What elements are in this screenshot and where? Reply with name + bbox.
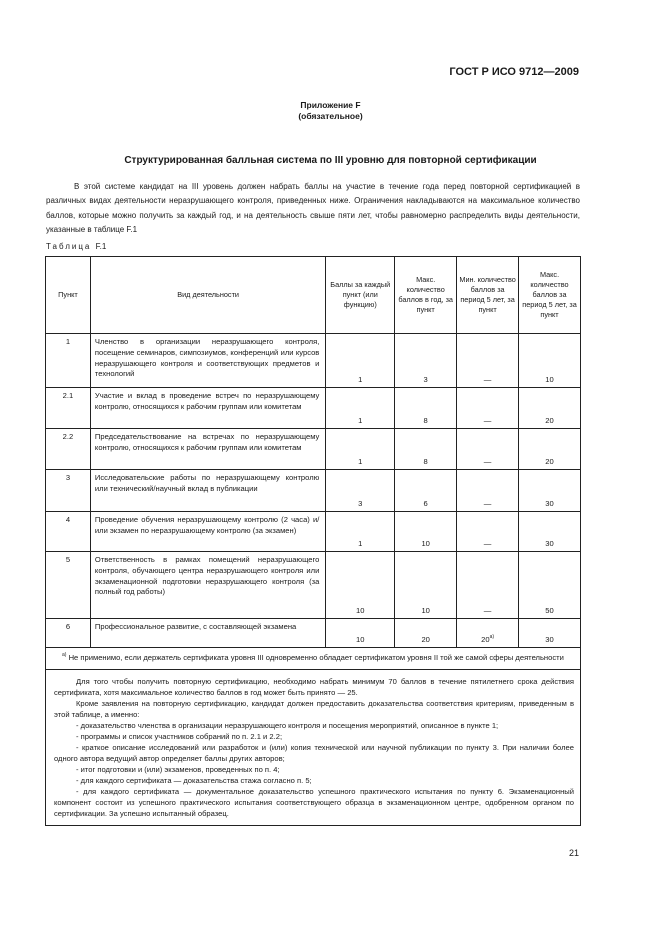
header-min-5-years: Мин. количество баллов за период 5 лет, за пункт (457, 257, 519, 334)
row-min-5-value: 20 (481, 635, 490, 645)
row-min-5: — (457, 334, 519, 388)
row-max-5: 20 (519, 429, 581, 470)
table-caption (46, 242, 106, 251)
row-activity: Членство в организации неразрушающего контроля, посещение семинаров, симпозиумов, конференций или курсов неразрушающего контроля и соответствующих предметов и технологий (90, 334, 325, 388)
row-min-5 (457, 619, 519, 648)
row-points: 3 (326, 470, 395, 512)
row-item: 6 (46, 619, 91, 648)
row-max-year: 10 (395, 552, 457, 619)
table-caption-number: F.1 (95, 242, 107, 251)
row-max-5: 30 (519, 470, 581, 512)
row-item: 1 (46, 334, 91, 388)
note-paragraph: - краткое описание исследований или разработок и (или) копия технической или научной публикации по пункту 3. При наличии более одного автора ведущий автор определяет баллы других авторов; (54, 743, 574, 763)
note-paragraph: - для каждого сертификата — документальное доказательство успешного практического испытания по пункту 6. Экзаменационный компонент состоит из успешного практического испытания соответствующего образца в экзаменационном центре, одобренном органом по сертификации. За успешно испытанный образец. (54, 787, 574, 818)
row-max-5: 10 (519, 334, 581, 388)
header-max-per-year: Макс. количество баллов в год, за пункт (395, 257, 457, 334)
annex-status: (обязательное) (298, 111, 363, 121)
footnote-marker: a) (62, 652, 67, 658)
intro-paragraph (46, 180, 580, 237)
row-points: 10 (326, 619, 395, 648)
row-max-year: 8 (395, 388, 457, 429)
row-max-year: 3 (395, 334, 457, 388)
row-activity: Председательствование на встречах по неразрушающему контролю, относящихся к рабочим группам или комитетам (90, 429, 325, 470)
table-notes (46, 670, 581, 826)
row-activity: Проведение обучения неразрушающему контролю (2 часа) и/или экзамен по неразрушающему контролю (за экзамен) (90, 512, 325, 552)
note-paragraph: Для того чтобы получить повторную сертификацию, необходимо набрать минимум 70 баллов в течение пятилетнего срока действия сертификата, хотя максимальное количество баллов в год может быть принято — 25. (54, 677, 574, 697)
header-item: Пункт (46, 257, 91, 334)
row-min-5: — (457, 470, 519, 512)
row-points: 10 (326, 552, 395, 619)
header-activity: Вид деятельности (90, 257, 325, 334)
table-header-row (46, 257, 581, 334)
note-paragraph: Кроме заявления на повторную сертификацию, кандидат должен предоставить доказательства соответствия критериям, приведенным в этой таблице, а именно: (54, 699, 574, 719)
footnote-ref: a) (489, 634, 495, 641)
row-activity: Участие и вклад в проведение встреч по неразрушающему контролю, относящихся к рабочим группам или комитетам (90, 388, 325, 429)
table-caption-label: Таблица (46, 242, 92, 251)
table-row (46, 552, 581, 619)
row-min-5: — (457, 512, 519, 552)
row-item: 4 (46, 512, 91, 552)
table-row (46, 470, 581, 512)
annex-title: Приложение F (300, 100, 361, 110)
footnote-row (46, 648, 581, 670)
note-paragraph: - доказательство членства в организации неразрушающего контроля и посещения мероприятий, описанное в пункте 1; (76, 721, 499, 730)
page-number: 21 (568, 848, 579, 858)
intro-text: В этой системе кандидат на III уровень должен набрать баллы на участие в течение года перед повторной сертификацией в различных видах деятельности неразрушающего контроля, приведенных ниже. Ограничения накладываются на максимальное количество баллов, которые можно получить за каждый год, и на деятельность свыше пяти лет, чтобы равномерно распределить виды деятельности, указанные в таблице F.1 (46, 182, 580, 234)
header-max-5-years: Макс. количество баллов за период 5 лет, за пункт (519, 257, 581, 334)
row-max-5: 20 (519, 388, 581, 429)
row-points: 1 (326, 388, 395, 429)
note-paragraph: - программы и список участников собраний по п. 2.1 и 2.2; (76, 732, 283, 741)
row-max-year: 10 (395, 512, 457, 552)
table-row (46, 388, 581, 429)
row-activity: Профессиональное развитие, с составляющей экзамена (90, 619, 325, 648)
row-item: 2.2 (46, 429, 91, 470)
row-max-year: 6 (395, 470, 457, 512)
row-activity: Исследовательские работы по неразрушающему контролю или технический/научный вклад в публикации (90, 470, 325, 512)
table-footnote (46, 648, 581, 670)
row-points: 1 (326, 429, 395, 470)
table-row (46, 429, 581, 470)
row-max-year: 8 (395, 429, 457, 470)
row-max-5: 30 (519, 619, 581, 648)
row-max-5: 30 (519, 512, 581, 552)
points-table (45, 256, 581, 826)
note-paragraph: - для каждого сертификата — доказательства стажа согласно п. 5; (76, 776, 312, 785)
table-row (46, 512, 581, 552)
row-max-5: 50 (519, 552, 581, 619)
footnote-text: Не применимо, если держатель сертификата уровня III одновременно обладает сертификатом уровня II той же самой сферы деятельности (68, 653, 564, 662)
header-points-per-item: Баллы за каждый пункт (или функцию) (326, 257, 395, 334)
row-item: 5 (46, 552, 91, 619)
row-points: 1 (326, 334, 395, 388)
row-min-5: — (457, 388, 519, 429)
note-paragraph: - итог подготовки и (или) экзаменов, проведенных по п. 4; (76, 765, 280, 774)
row-max-year: 20 (395, 619, 457, 648)
row-item: 3 (46, 470, 91, 512)
row-item: 2.1 (46, 388, 91, 429)
row-min-5: — (457, 429, 519, 470)
standard-code: ГОСТ Р ИСО 9712—2009 (449, 66, 579, 78)
row-points: 1 (326, 512, 395, 552)
notes-row (46, 670, 581, 826)
row-min-5: — (457, 552, 519, 619)
row-activity: Ответственность в рамках помещений неразрушающего контроля, обучающего центра неразрушающего контроля или экзаменационной подготовки неразрушающего контроля (за полный год работы) (90, 552, 325, 619)
table-row (46, 334, 581, 388)
section-title: Структурированная балльная система по III уровню для повторной сертификации (124, 155, 537, 166)
table-row (46, 619, 581, 648)
